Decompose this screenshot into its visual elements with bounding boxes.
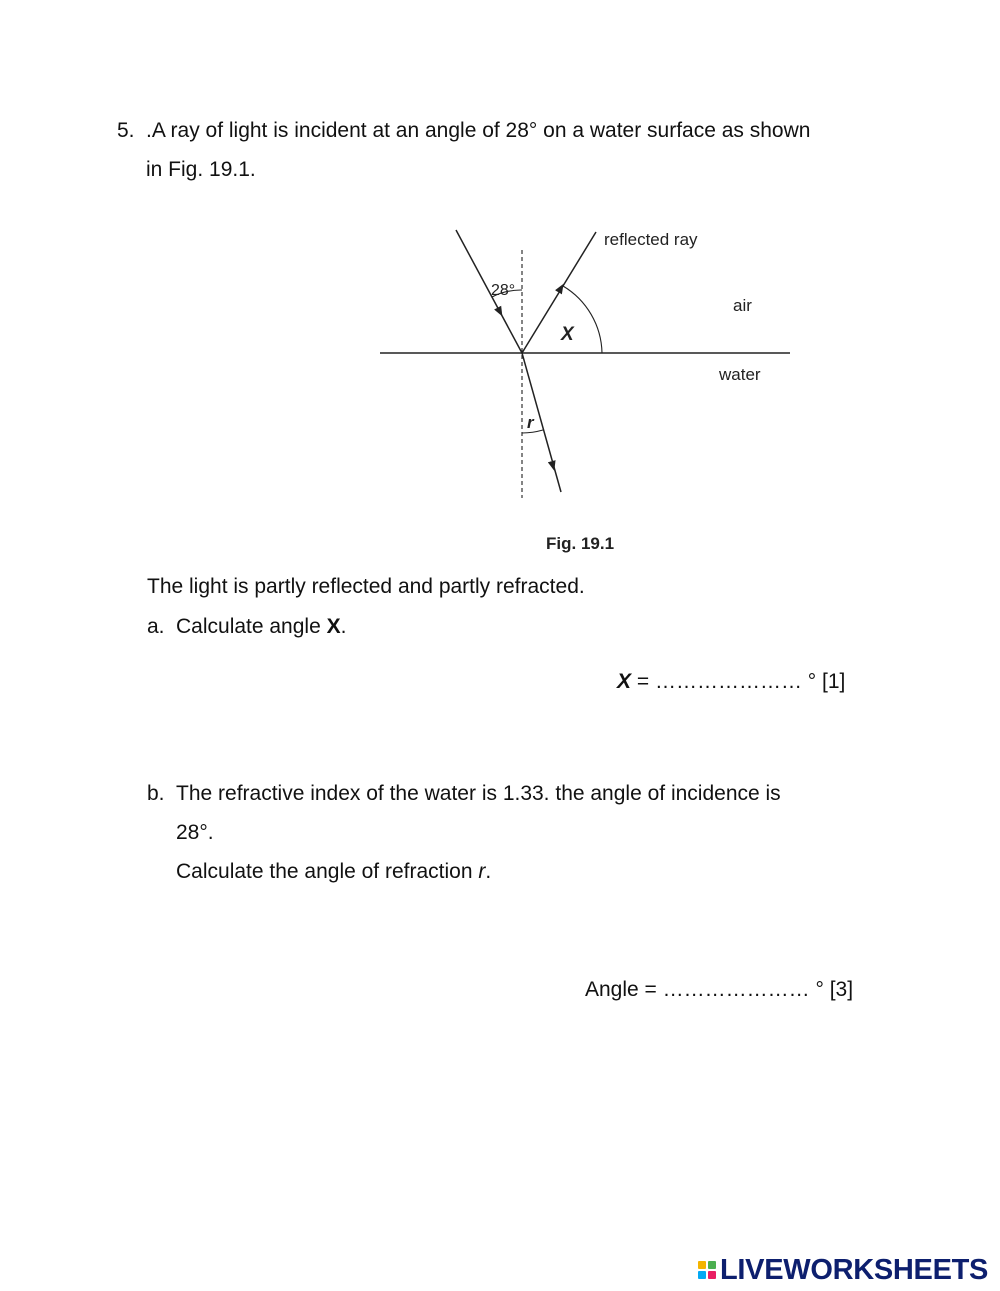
refraction-diagram bbox=[370, 220, 810, 510]
part-a-answer-var: X bbox=[617, 670, 632, 693]
logo-square-3 bbox=[698, 1271, 706, 1279]
water-label: water bbox=[719, 365, 761, 384]
logo-square-2 bbox=[708, 1261, 716, 1269]
air-label: air bbox=[733, 296, 752, 315]
part-b-var-r: r bbox=[478, 860, 486, 883]
question-number: 5. bbox=[117, 119, 135, 142]
part-a-letter: a. bbox=[147, 615, 165, 638]
part-b-line3-text: Calculate the angle of refraction bbox=[176, 860, 479, 883]
liveworksheets-logo bbox=[698, 1252, 988, 1288]
part-b-line2: 28°. bbox=[176, 821, 214, 844]
part-b-line1: The refractive index of the water is 1.33. the angle of incidence is bbox=[176, 782, 781, 805]
angle-x-label: X bbox=[561, 324, 574, 345]
part-a-answer-blank[interactable]: = ………………… ° [1] bbox=[631, 670, 846, 693]
part-b-letter: b. bbox=[147, 782, 165, 805]
logo-squares-icon bbox=[698, 1261, 716, 1279]
part-a-bold-x: X bbox=[326, 615, 341, 638]
part-b-line3-period: . bbox=[485, 860, 492, 883]
part-a-text: Calculate angle bbox=[176, 615, 327, 638]
question-stem-line1: .A ray of light is incident at an angle of 28° on a water surface as shown bbox=[146, 119, 811, 142]
logo-text: LIVEWORKSHEETS bbox=[720, 1253, 989, 1286]
part-a-period: . bbox=[340, 615, 347, 638]
figure-caption: Fig. 19.1 bbox=[546, 534, 615, 553]
angle-r-label: r bbox=[527, 413, 534, 432]
incidence-angle-label: 28° bbox=[491, 282, 516, 299]
intro-text: The light is partly reflected and partly refracted. bbox=[147, 575, 585, 598]
part-a-answer-line bbox=[617, 669, 845, 695]
question-stem-line2: in Fig. 19.1. bbox=[146, 158, 256, 181]
reflected-ray bbox=[522, 232, 596, 353]
reflected-ray-label: reflected ray bbox=[604, 230, 698, 249]
part-b-line3 bbox=[176, 859, 491, 885]
part-b-answer-line[interactable]: Angle = ………………… ° [3] bbox=[585, 978, 854, 1001]
logo-square-1 bbox=[698, 1261, 706, 1269]
part-a-question bbox=[176, 614, 346, 640]
logo-square-4 bbox=[708, 1271, 716, 1279]
